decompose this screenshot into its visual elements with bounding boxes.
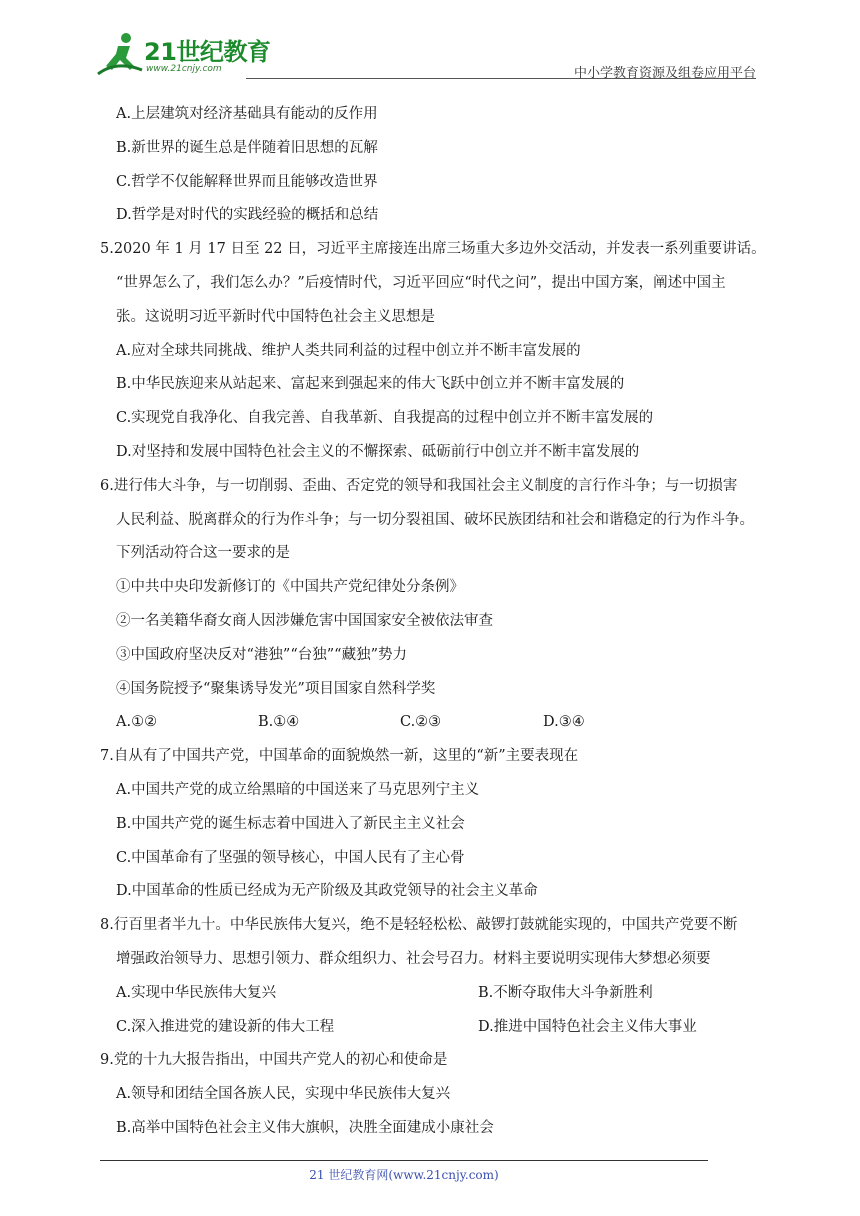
question-stem: 8.行百里者半九十。中华民族伟大复兴，绝不是轻轻松松、敲锣打鼓就能实现的，中国共产党要不断 — [100, 917, 738, 934]
text-line: A.上层建筑对经济基础具有能动的反作用 — [116, 106, 378, 122]
answer-option: C.深入推进党的建设新的伟大工程 — [116, 1018, 335, 1035]
footer-divider — [100, 1160, 708, 1161]
text-line: ①中共中央印发新修订的《中国共产党纪律处分条例》 — [116, 579, 464, 596]
platform-name: 中小学教育资源及组卷应用平台 — [573, 66, 756, 81]
text-line: D.对坚持和发展中国特色社会主义的不懈探索、砥砺前行中创立并不断丰富发展的 — [116, 444, 640, 460]
text-line: 人民利益、脱离群众的行为作斗争；与一切分裂祖国、破坏民族团结和社会和谐稳定的行为作斗争。 — [116, 511, 754, 528]
text-line: “世界怎么了，我们怎么办？”后疫情时代，习近平回应“时代之问”，提出中国方案，阐述中国主 — [116, 275, 726, 291]
runner-logo-icon — [96, 30, 146, 78]
answer-option: A.实现中华民族伟大复兴 — [116, 984, 277, 1001]
text-line: C.中国革命有了坚强的领导核心，中国人民有了主心骨 — [116, 849, 465, 866]
logo-url: www.21cnjy.com — [146, 64, 222, 74]
footer-source: 21 世纪教育网(www.21cnjy.com) — [309, 1168, 499, 1182]
text-line: B.中国共产党的诞生标志着中国进入了新民主主义社会 — [116, 815, 465, 832]
text-line: B.新世界的诞生总是伴随着旧思想的瓦解 — [116, 139, 378, 156]
text-line: C.哲学不仅能解释世界而且能够改造世界 — [116, 173, 378, 190]
text-line: B.高举中国特色社会主义伟大旗帜，决胜全面建成小康社会 — [116, 1120, 494, 1136]
header-divider — [246, 78, 756, 79]
answer-option: C.②③ — [400, 714, 442, 731]
text-line: A.领导和团结全国各族人民，实现中华民族伟大复兴 — [116, 1086, 451, 1103]
question-stem: 5.2020 年 1 月 17 日至 22 日，习近平主席接连出席三场重大多边外交活动，并发表一系列重要讲话。 — [100, 241, 766, 258]
text-line: 增强政治领导力、思想引领力、群众组织力、社会号召力。材料主要说明实现伟大梦想必须要 — [116, 951, 711, 967]
text-line: B.中华民族迎来从站起来、富起来到强起来的伟大飞跃中创立并不断丰富发展的 — [116, 376, 625, 393]
question-stem: 6.进行伟大斗争，与一切削弱、歪曲、否定党的领导和我国社会主义制度的言行作斗争；与一切损害 — [100, 477, 738, 494]
text-line: ④国务院授予“聚集诱导发光”项目国家自然科学奖 — [116, 680, 436, 697]
answer-option: B.①④ — [258, 714, 300, 731]
page-header — [96, 30, 756, 80]
answer-option: A.①② — [116, 714, 158, 731]
question-stem: 7.自从有了中国共产党，中国革命的面貌焕然一新，这里的“新”主要表现在 — [100, 748, 579, 765]
question-stem: 9.党的十九大报告指出，中国共产党人的初心和使命是 — [100, 1052, 448, 1069]
text-line: C.实现党自我净化、自我完善、自我革新、自我提高的过程中创立并不断丰富发展的 — [116, 410, 654, 427]
text-line: A.应对全球共同挑战、维护人类共同利益的过程中创立并不断丰富发展的 — [116, 342, 581, 359]
text-line: A.中国共产党的成立给黑暗的中国送来了马克思列宁主义 — [116, 782, 480, 798]
answer-option: B.不断夺取伟大斗争新胜利 — [478, 984, 653, 1001]
answer-option: D.推进中国特色社会主义伟大事业 — [478, 1018, 697, 1035]
text-line: D.哲学是对时代的实践经验的概括和总结 — [116, 207, 379, 224]
text-line: D.中国革命的性质已经成为无产阶级及其政党领导的社会主义革命 — [116, 883, 538, 900]
answer-option: D.③④ — [543, 714, 585, 731]
logo-text: 21世纪教育 — [144, 38, 271, 66]
text-line: 下列活动符合这一要求的是 — [116, 545, 290, 562]
logo — [96, 30, 271, 78]
text-line: ②一名美籍华裔女商人因涉嫌危害中国国家安全被依法审查 — [116, 613, 493, 629]
text-line: ③中国政府坚决反对“港独”“台独”“藏独”势力 — [116, 646, 407, 663]
text-line: 张。这说明习近平新时代中国特色社会主义思想是 — [116, 308, 435, 325]
